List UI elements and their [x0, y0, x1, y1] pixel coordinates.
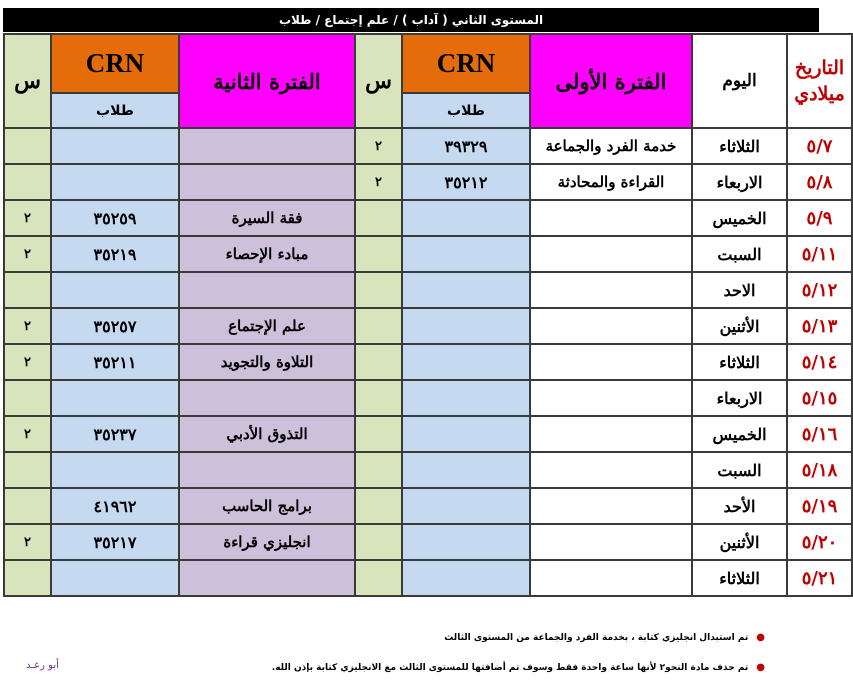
period1-hours-cell	[355, 272, 402, 308]
period2-hours-cell: ٢	[4, 416, 51, 452]
period1-crn-header: CRN	[402, 34, 530, 93]
table-row	[4, 236, 852, 272]
period1-course-cell	[530, 560, 692, 596]
period2-hours-cell	[4, 128, 51, 164]
table-row	[4, 452, 852, 488]
period1-crn-cell	[402, 308, 530, 344]
period1-crn-cell	[402, 452, 530, 488]
period1-course-cell	[530, 452, 692, 488]
period2-crn-header: CRN	[51, 34, 179, 93]
signature: أبو رعـد	[26, 660, 59, 671]
table-row	[4, 200, 852, 236]
period2-crn-cell: ٣٥٢٥٩	[51, 200, 179, 236]
day-cell: الثلاثاء	[692, 128, 787, 164]
period2-hours-cell: ٢	[4, 524, 51, 560]
period1-course-cell	[530, 272, 692, 308]
period2-hours-cell	[4, 380, 51, 416]
period2-course-cell: فقة السيرة	[179, 200, 355, 236]
date-cell: ٥/١٦	[787, 416, 852, 452]
table-row	[4, 308, 852, 344]
date-cell: ٥/١٤	[787, 344, 852, 380]
day-cell: الاحد	[692, 272, 787, 308]
period1-hours-cell	[355, 488, 402, 524]
period1-course-cell	[530, 416, 692, 452]
date-cell: ٥/٧	[787, 128, 852, 164]
period1-course-cell	[530, 236, 692, 272]
period2-course-cell: برامج الحاسب	[179, 488, 355, 524]
period1-hours-cell: ٢	[355, 164, 402, 200]
period2-course-cell	[179, 452, 355, 488]
table-row	[4, 344, 852, 380]
day-cell: الخميس	[692, 200, 787, 236]
period2-hours-cell: ٢	[4, 200, 51, 236]
date-cell: ٥/٩	[787, 200, 852, 236]
bullet-icon: ●	[756, 632, 765, 643]
date-cell: ٥/١٥	[787, 380, 852, 416]
period1-hours-cell: ٢	[355, 128, 402, 164]
period2-hours-header: س	[4, 34, 51, 128]
period1-crn-cell	[402, 524, 530, 560]
period1-hours-header: س	[355, 34, 402, 128]
date-cell: ٥/٢٠	[787, 524, 852, 560]
period2-crn-cell: ٣٥٢١٩	[51, 236, 179, 272]
date-cell: ٥/١٨	[787, 452, 852, 488]
table-row	[4, 272, 852, 308]
period2-crn-cell: ٣٥٢١١	[51, 344, 179, 380]
period1-course-cell	[530, 380, 692, 416]
period2-course-cell: انجليزي قراءة	[179, 524, 355, 560]
period1-crn-cell	[402, 560, 530, 596]
page-title: المستوى الثاني ( آداب ) / علم إجتماع / طلاب	[3, 8, 819, 32]
period1-students-label: طلاب	[402, 93, 530, 128]
period1-crn-cell	[402, 416, 530, 452]
note-text: تم استبدال انجليزي كتابة ، بخدمة الفرد والجماعة من المستوى الثالث	[444, 632, 749, 643]
period1-crn-cell	[402, 272, 530, 308]
period1-crn-cell: ٣٩٣٢٩	[402, 128, 530, 164]
date-cell: ٥/٢١	[787, 560, 852, 596]
period2-hours-cell	[4, 560, 51, 596]
period2-course-cell: علم الإجتماع	[179, 308, 355, 344]
period2-crn-cell	[51, 272, 179, 308]
period1-crn-cell	[402, 344, 530, 380]
period1-course-cell	[530, 524, 692, 560]
period2-crn-cell	[51, 452, 179, 488]
table-row	[4, 128, 852, 164]
period2-crn-cell	[51, 164, 179, 200]
table-row	[4, 560, 852, 596]
day-cell: الأثنين	[692, 308, 787, 344]
period2-hours-cell: ٢	[4, 344, 51, 380]
period2-course-cell	[179, 272, 355, 308]
period1-crn-cell: ٣٥٢١٢	[402, 164, 530, 200]
period1-hours-cell	[355, 200, 402, 236]
period2-crn-cell: ٣٥٢٥٧	[51, 308, 179, 344]
period1-hours-cell	[355, 308, 402, 344]
date-cell: ٥/١٩	[787, 488, 852, 524]
date-cell: ٥/١١	[787, 236, 852, 272]
period1-crn-cell	[402, 488, 530, 524]
period1-hours-cell	[355, 560, 402, 596]
note-item	[272, 662, 765, 673]
period2-crn-cell	[51, 560, 179, 596]
period1-course-cell: القراءة والمحادثة	[530, 164, 692, 200]
period2-course-cell: التلاوة والتجويد	[179, 344, 355, 380]
period1-hours-cell	[355, 380, 402, 416]
period2-course-cell: مبادء الإحصاء	[179, 236, 355, 272]
day-cell: الثلاثاء	[692, 560, 787, 596]
date-cell: ٥/٨	[787, 164, 852, 200]
period2-hours-cell: ٢	[4, 308, 51, 344]
period2-crn-cell: ٤١٩٦٢	[51, 488, 179, 524]
period2-hours-cell	[4, 272, 51, 308]
period1-header: الفترة الأولى	[530, 34, 692, 128]
period1-course-cell	[530, 200, 692, 236]
period1-crn-cell	[402, 380, 530, 416]
period2-hours-cell	[4, 164, 51, 200]
period1-hours-cell	[355, 452, 402, 488]
day-header: اليوم	[692, 34, 787, 128]
date-header: التاريخ ميلادي	[787, 34, 852, 128]
day-cell: السبت	[692, 452, 787, 488]
table-row	[4, 380, 852, 416]
period1-crn-cell	[402, 200, 530, 236]
period1-course-cell	[530, 308, 692, 344]
table-row	[4, 488, 852, 524]
period2-course-cell: التذوق الأدبي	[179, 416, 355, 452]
period2-crn-cell	[51, 380, 179, 416]
day-cell: الاربعاء	[692, 164, 787, 200]
day-cell: الثلاثاء	[692, 344, 787, 380]
period1-hours-cell	[355, 344, 402, 380]
schedule-table	[3, 33, 853, 597]
period1-course-cell	[530, 344, 692, 380]
period1-hours-cell	[355, 416, 402, 452]
bullet-icon: ●	[756, 662, 765, 673]
period2-students-label: طلاب	[51, 93, 179, 128]
period2-course-cell	[179, 128, 355, 164]
period2-crn-cell	[51, 128, 179, 164]
period2-hours-cell: ٢	[4, 236, 51, 272]
table-row	[4, 524, 852, 560]
period2-course-cell	[179, 164, 355, 200]
period2-header: الفترة الثانية	[179, 34, 355, 128]
date-cell: ٥/١٣	[787, 308, 852, 344]
header-row	[4, 34, 852, 93]
note-item	[444, 632, 765, 643]
period1-hours-cell	[355, 236, 402, 272]
period2-hours-cell	[4, 452, 51, 488]
period1-hours-cell	[355, 524, 402, 560]
period1-course-cell	[530, 488, 692, 524]
period2-crn-cell: ٣٥٢٣٧	[51, 416, 179, 452]
day-cell: الخميس	[692, 416, 787, 452]
day-cell: الأحد	[692, 488, 787, 524]
day-cell: السبت	[692, 236, 787, 272]
note-text: تم حذف مادة النحو٢ لأنها ساعة واحدة فقط وسوف تم أضافتها للمستوى الثالث مع الانجليزي كتابة بإذن الله.	[271, 662, 749, 673]
period2-course-cell	[179, 380, 355, 416]
day-cell: الأثنين	[692, 524, 787, 560]
period2-crn-cell: ٣٥٢١٧	[51, 524, 179, 560]
period1-crn-cell	[402, 236, 530, 272]
period1-course-cell: خدمة الفرد والجماعة	[530, 128, 692, 164]
table-row	[4, 416, 852, 452]
period2-hours-cell	[4, 488, 51, 524]
day-cell: الاربعاء	[692, 380, 787, 416]
table-row	[4, 164, 852, 200]
date-cell: ٥/١٢	[787, 272, 852, 308]
period2-course-cell	[179, 560, 355, 596]
